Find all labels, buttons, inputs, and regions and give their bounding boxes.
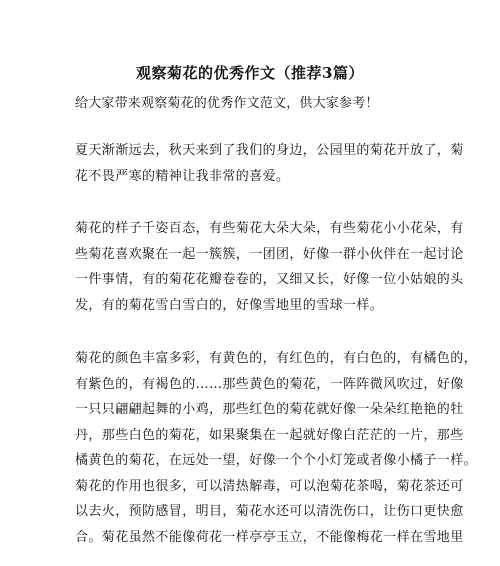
paragraph-line: 菊花的颜色丰富多彩，有黄色的，有红色的，有白色的，有橘色的， xyxy=(75,351,478,366)
paragraph-line: 菊花的样子千姿百态，有些菊花大朵大朵，有些菊花小小花朵，有 xyxy=(75,221,464,236)
paragraph-line: 以去火，预防感冒，明目，菊花水还可以清洗伤口，让伤口更快愈 xyxy=(75,504,464,519)
paragraph-line: 一只只翩翩起舞的小鸡，那些红色的菊花就好像一朵朵红艳艳的牡 xyxy=(75,402,464,417)
paragraph-3 xyxy=(75,346,478,550)
paragraph-line: 夏天渐渐远去，秋天来到了我们的身边，公园里的菊花开放了，菊 xyxy=(75,143,464,158)
paragraph-line: 些菊花喜欢聚在一起一簇簇，一团团，好像一群小伙伴在一起讨论 xyxy=(75,246,464,262)
paragraph-1 xyxy=(75,138,464,189)
paragraph-line: 橘黄色的菊花，在远处一望，好像一个个小灯笼或者像小橘子一样。 xyxy=(75,453,478,468)
intro-text: 给大家带来观察菊花的优秀作文范文，供大家参考！ xyxy=(75,96,379,111)
paragraph-2 xyxy=(75,216,464,318)
paragraph-line: 花不畏严寒的精神让我非常的喜爱。 xyxy=(75,168,290,184)
paragraph-line: 合。菊花虽然不能像荷花一样亭亭玉立，不能像梅花一样在雪地里 xyxy=(75,529,464,545)
paragraph-line: 有紫色的，有褐色的……那些黄色的菊花，一阵阵微风吹过，好像 xyxy=(75,376,464,392)
paragraph-line: 菊花的作用也很多，可以清热解毒，可以泡菊花茶喝，菊花茶还可 xyxy=(75,478,464,494)
paragraph-line: 发，有的菊花雪白雪白的，好像雪地里的雪球一样。 xyxy=(75,297,384,313)
paragraph-line: 丹，那些白色的菊花，如果聚集在一起就好像白茫茫的一片，那些 xyxy=(75,427,464,443)
document-title: 观察菊花的优秀作文（推荐3篇） xyxy=(136,64,364,82)
paragraph-line: 一件事情，有的菊花花瓣卷卷的，又细又长，好像一位小姑娘的头 xyxy=(75,272,464,287)
